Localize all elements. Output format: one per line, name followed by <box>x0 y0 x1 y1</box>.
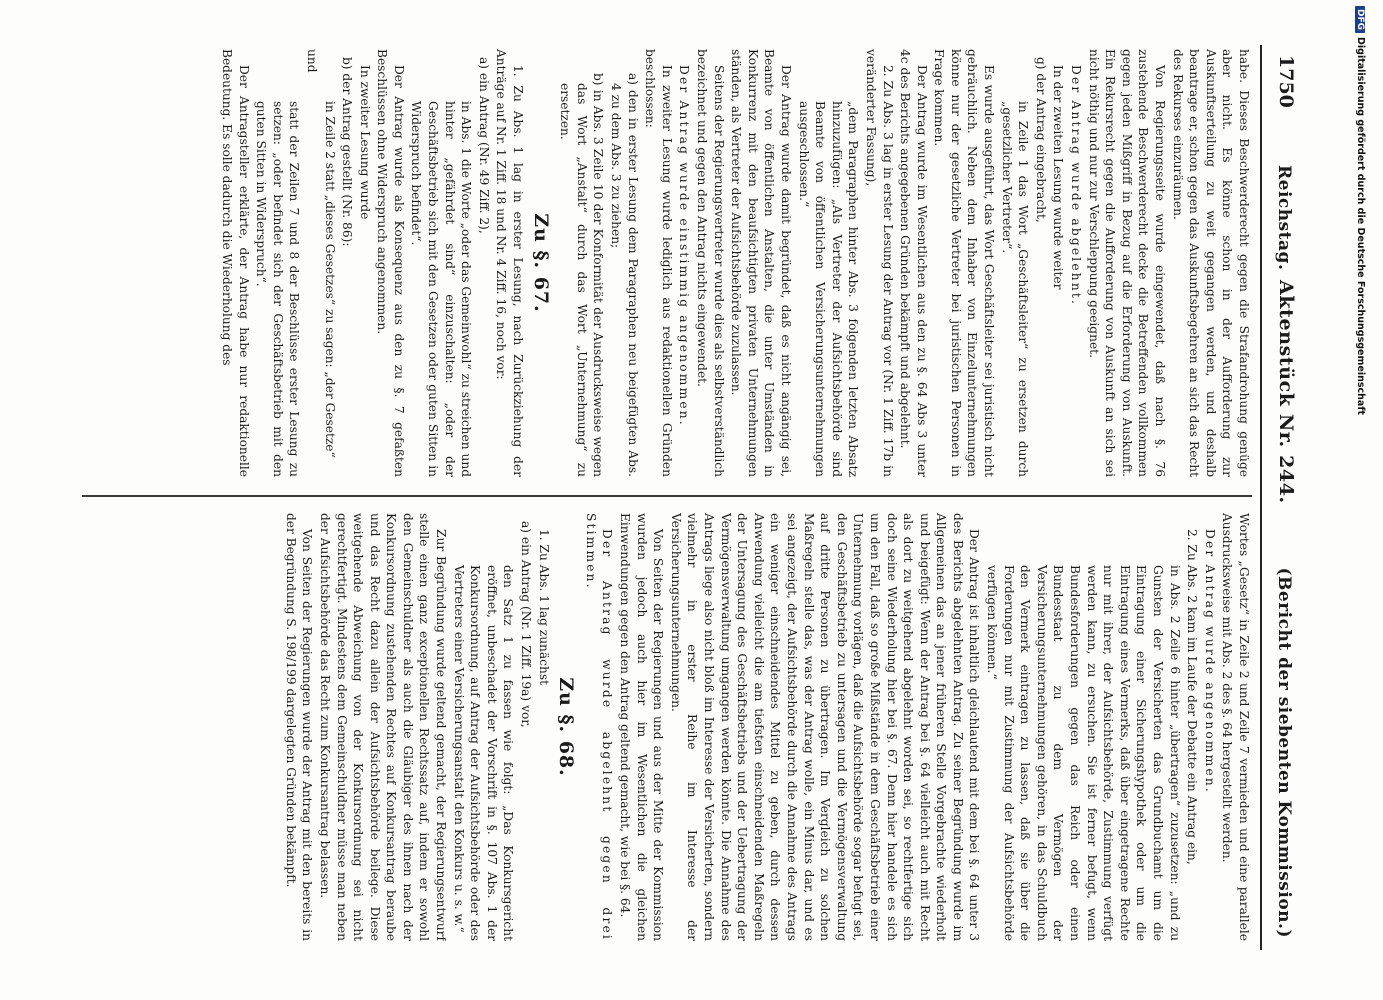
running-header <box>1260 45 1300 950</box>
section-heading: Zu §. 67. <box>529 213 552 313</box>
paragraph: b) in Abs. 3 Zeile 10 der Konformität der Ausdrucksweise wegen das Wort „Anstalt“ durch das Wort „Unternehmung“ zu ersetzen. <box>558 73 606 477</box>
paragraph: den Satz 1 zu fassen wie folgt: „Das Konkursgericht eröffnet, unbeschadet der Vorschrift in §. 107 Abs. 1 der Konkursordnung, auf Antrag der Aufsichtsbehörde oder des Vertreters einer Versicherungsanstalt den Konkurs u. s. w.“ <box>451 565 516 941</box>
paragraph: Von Regierungsseite wurde eingewendet, daß nach §. 76 zustehende Beschwerderecht decke die Betreffenden vollkommen gegen jeden Mißgriff in Bezug auf die Erforderung von Auskunft. Ein Rekursrecht gegen die Aufforderung von Auskunft an sich sei nicht nöthig und nur zur Verschleppung geeignet. <box>1086 49 1168 477</box>
document-reference: Aktenstück Nr. 244. <box>1275 280 1297 504</box>
paragraph: in Zeile 2 statt „dieses Gesetzes“ zu sagen: „der Gesetze“ <box>322 101 337 458</box>
paragraph: Der Antrag wurde im Wesentlichen aus den zu §. 64 Abs 3 unter 4c des Berichts angegebenen Gründen bekämpft und abgelehnt. <box>898 49 929 477</box>
dfg-funding-text: Digitalisierung gefördert durch die Deutsche Forschungsgemeinschaft <box>1355 37 1366 415</box>
paragraph: a) ein Antrag (Nr. 49 Ziff. 2), <box>476 57 491 234</box>
paragraph: 2. Zu Abs. 2 kam im Laufe der Debatte ein Antrag ein, <box>1185 529 1200 865</box>
paragraph: Der Antragsteller erklärte, der Antrag habe nur redaktionelle Bedeutung. Es solle dadurch die Wiederholung des <box>219 49 251 477</box>
paragraph: Der Antrag ist inhaltlich gleichlautend mit dem bei §. 64 unter 3 des Berichts abgelehnten Antrag. Zu seiner Begründung wurde im Allgemeinen das an jener früheren Stelle Vorgebrachte wiederholt und beigefügt: Wenn der Antrag bei §. 64 vielleicht auch mit Recht als dort zu weitgehend abgelehnt worden sei, so rechtfertige sich doch seine Wiederholung hier bei §. 67. Denn hier handele es sich um den Fall, daß so große Mißstände in dem Geschäftsbetrieb einer Unternehmung vorlägen, daß die Aufsichtsbehörde sogar befugt sei, den Geschäftsbetrieb zu untersagen und die Vermögensverwaltung auf dritte Personen zu übertragen. Im Vergleich zu solchen Maßregeln stelle das, was der Antrag wolle, ein Minus dar, und es sei angezeigt, der Aufsichtsbehörde durch die Annahme des Antrags ein weniger einschneidendes Mittel zu geben, durch dessen Anwendung vielleicht die am tiefsten einschneidenden Maßregeln der Untersagung des Geschäftsbetriebs und der Uebertragung der Vermögensverwaltung umgangen werden könnte. Die Annahme des Antrags liege also nicht bloß im Interesse der Versicherten, sondern vielmehr in erster Reihe im Interesse der Versicherungsunternehmungen. <box>668 513 982 941</box>
dfg-logo: DFG <box>1355 6 1365 33</box>
paragraph: Der Antrag wurde angenommen. <box>1202 529 1217 794</box>
page-number: 1750 <box>1275 55 1297 108</box>
paragraph: in Abs. 1 die Worte „oder das Gemeinwohl“ zu streichen und hinter „gefährdet sind“ einzuschalten: „oder der Geschäftsbetrieb sich mit den Gesetzen oder guten Sitten in Widerspruch befindet“. <box>409 101 474 477</box>
column-divider <box>82 495 1252 497</box>
paragraph: 2. Zu Abs. 3 lag in erster Lesung der Antrag vor (Nr. 1 Ziff. 17b in veränderter Fassung), <box>863 49 895 477</box>
paragraph: Seitens der Regierungsvertreter wurde dies als selbstverständlich bezeichnet und gegen den Antrag nichts eingewendet. <box>695 49 726 477</box>
paragraph: g) der Antrag eingebracht, <box>1033 57 1048 223</box>
section-heading: Zu §. 68. <box>555 677 578 777</box>
paragraph: und <box>304 49 319 73</box>
paragraph: Von Seiten der Regierungen und aus der Mitte der Kommission wurden jedoch auch hier im Wesentlichen die gleichen Einwendungen gegen den Antrag geltend gemacht, wie bei §. 64. <box>618 513 666 941</box>
paragraph: in Zeile 1 das Wort „Geschäftsleiter“ zu ersetzen durch „gesetzlicher Vertreter“. <box>999 101 1031 477</box>
paragraph: 1. Zu Abs. 1 lag zunächst <box>536 529 551 685</box>
paragraph: „dem Paragraphen hinter Abs. 3 folgenden letzten Absatz hinzuzufügen: „Als Vertreter der Aufsichtsbehörde sind Beamte von öffentlichen Versicherungsunternehmungen ausgeschlossen.“ <box>796 101 861 477</box>
paragraph: In zweiter Lesung wurde lediglich aus redaktionellen Gründen beschlossen: <box>643 49 674 477</box>
paragraph: Der Antrag wurde damit begründet, daß es nicht angängig sei, Beamte von öffentlichen Anstalten, die unter Umständen in Konkurrenz mit den beaufsichtigten privaten Unternehmungen ständen, als Vertreter der Aufsichtsbehörde zuzulassen. <box>729 49 793 477</box>
text-column-left <box>72 49 1252 477</box>
paragraph: In der zweiten Lesung wurde weiter <box>1051 65 1066 290</box>
paragraph: Der Antrag wurde einstimmig angenommen. <box>677 65 692 427</box>
paragraph: Wortes „Gesetz“ in Zeile 2 und Zeile 7 vermieden und eine parallele Ausdrucksweise mit Abs. 2 des §. 64 hergestellt werden. <box>1220 513 1251 941</box>
rotated-page-content <box>60 45 1300 950</box>
paragraph: a) den in erster Lesung dem Paragraphen neu beigefügten Abs. 4 zu dem Abs. 3 zu ziehen; <box>609 73 640 477</box>
paragraph: Der Antrag wurde abgelehnt. <box>1069 65 1084 307</box>
paragraph: Von Seiten der Regierungen wurde der Antrag mit den bereits in der Begründung S. 198/199 dargelegten Gründen bekämpft. <box>283 513 315 941</box>
paragraph: Der Antrag wurde abgelehnt gegen drei Stimmen. <box>583 513 615 941</box>
paragraph: habe. Dieses Beschwerderecht gegen die Strafandrohung genüge aber nicht. Es könne schon in der Aufforderung zur Auskunftserteilung zu weit gegangen werden, und deshalb beantrage er, schon gegen das Auskunftsbegehren an sich das Recht des Rekurses einzuräumen. <box>1170 49 1251 477</box>
paragraph: statt der Zeilen 7 und 8 der Beschlüsse erster Lesung zu setzen: „oder befindet sich der Geschäftsbetrieb mit den guten Sitten in Widerspruch“. <box>254 101 302 477</box>
paragraph: In zweiter Lesung wurde <box>357 65 372 220</box>
paragraph: 1. Zu Abs. 1 lag in erster Lesung, nach Zurückziehung der Anträge auf Nr. 1 Ziff. 18 und Nr. 4 Ziff. 16, noch vor: <box>494 49 526 477</box>
paragraph: b) der Antrag gestellt (Nr. 86): <box>340 57 355 247</box>
header-left-label: Reichstag. <box>1274 165 1294 271</box>
paragraph: Es wurde ausgeführt, das Wort Geschäftsleiter sei juristisch nicht gebräuchlich. Neben dem Inhaber von Einzelunternehmungen könne nur der gesetzliche Vertreter bei juristischen Personen in Frage kommen. <box>932 49 997 477</box>
paragraph: in Abs. 2 Zeile 6 hinter „übertragen“ zuzusetzen: „und zu Gunsten der Versicherten das Grundbuchamt um die Eintragung einer Sicherungshypothek oder um die Eintragung eines Vermerks, daß über eingetragene Rechte nur mit ihrer, der Aufsichtsbehörde, Zustimmung verfügt werden kann, zu ersuchen. Sie ist ferner befugt, wenn Bundesforderungen gegen das Reich oder einen Bundesstaat zu dem Vermögen der Versicherungsunternehmungen gehören, in das Schuldbuch den Vermerk eintragen zu lassen, daß sie über die Forderungen nur mit Zustimmung der Aufsichtsbehörde verfügen können.“ <box>985 565 1182 941</box>
paragraph: Zur Begründung wurde geltend gemacht, der Regierungsentwurf stelle einen ganz exceptionellen Rechtssatz auf, indem er sowohl den Gemeinschuldner als auch die Gläubiger des ihnen nach der Konkursordnung zustehenden Rechtes auf Konkursantrag beraube und das Recht dazu allein der Aufsichtsbehörde beilege. Diese weitgehende Abweichung von der Konkursordnung sei nicht gerechtfertigt. Mindestens dem Gemeinschuldner müsse man neben der Aufsichtsbehörde das Recht zum Konkursantrag belassen. <box>317 513 449 941</box>
dfg-funding-note <box>1352 6 1366 998</box>
text-column-right <box>72 513 1252 941</box>
paragraph: a) ein Antrag (Nr. 1 Ziff. 19a) vor, <box>519 521 534 728</box>
header-right-label: (Bericht der siebenten Kommission.) <box>1274 567 1294 938</box>
paragraph: Der Antrag wurde als Konsequenz aus den zu §. 7 gefaßten Beschlüssen ohne Widerspruch angenommen. <box>375 49 406 477</box>
